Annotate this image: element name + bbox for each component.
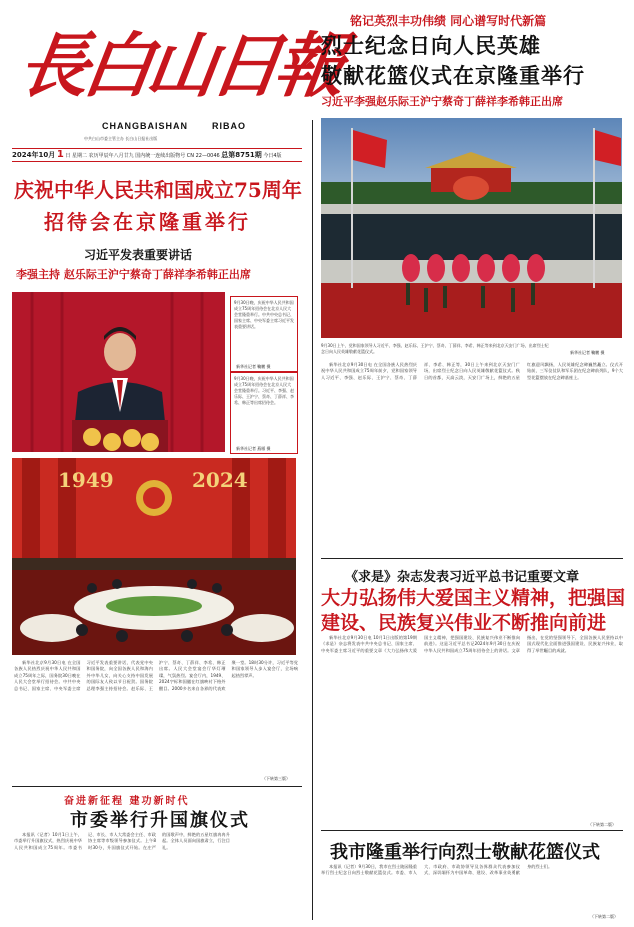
heroes-body-paragraph: 新华社北京9月30日电 在全国各族人民热烈庆祝中华人民共和国成立75周年前夕，党和国家领导人习近平、李强、赵乐际、王沪宁、蔡奇、丁薛祥、李希、韩正等，30日上午来到北京天安门广场，出席烈士纪念日向人民英雄敬献花篮仪式。秋日的首都，天高云淡，天安门广场上，鲜艳的五星红旗迎风飘扬，人民英雄纪念碑巍然矗立。仪式开始前，三军仪仗队和军乐团在纪念碑前列队，9个大型花篮摆放在纪念碑基座上。 [321,362,623,380]
newspaper-logo: 長白山日報 [13,24,346,107]
banquet-year-left: 1949 [58,468,114,492]
bottom-right-divider [321,830,623,831]
qiushi-title-line-2: 建设、民族复兴伟业不断推向前进 [321,612,607,634]
banquet-photo-art [12,458,296,655]
issue-info-bar [12,148,302,162]
basket-ceremony-title: 我市隆重举行向烈士敬献花篮仪式 [330,842,600,863]
pinyin-first: CHANGBAISHAN [102,121,188,131]
banquet-year-right: 2024 [192,468,248,492]
qiushi-continued: （下转第二版） [588,822,616,827]
issue-weekday: 日 星期二 [65,153,87,159]
qiushi-title-line-1: 大力弘扬伟大爱国主义精神，把强国 [321,587,626,609]
lead-title-line-2: 招待会在京隆重举行 [44,210,251,234]
guests-caption-box [230,372,298,454]
tiananmen-ceremony-photo [321,118,622,338]
heroes-subtitle: 习近平李强赵乐际王沪宁蔡奇丁薛祥李希韩正出席 [321,95,563,108]
speech-caption: 9月30日晚，庆祝中华人民共和国成立75周年招待会在北京人民大会堂隆重举行。中共中央总书记、国家主席、中央军委主席习近平发表重要讲话。 [234,300,294,329]
issue-cn-code: 国内统一连续出版物号 CN 22—0046 [135,153,220,159]
flag-ceremony-body [14,832,304,922]
tiananmen-photo-art [321,118,622,338]
guests-caption: 9月30日晚，庆祝中华人民共和国成立75周年招待会在北京人民大会堂隆重举行。习近平、李强、赵乐际、王沪宁、蔡奇、丁薛祥、李希、韩正等出席招待会。 [234,376,294,405]
lead-continued: （下转第三版） [262,776,290,781]
masthead-pinyin [102,121,270,131]
guests-credit: 新华社记者 燕雁 摄 [236,446,271,451]
basket-continued: （下转第二版） [590,914,618,919]
column-divider [312,120,313,920]
banquet-photo [12,458,296,655]
publisher-line: 中共白山市委主管主办 长白山日报社出版 [84,136,158,141]
heroes-body-text [321,362,623,554]
heroes-title-line-1: 烈士纪念日向人民英雄 [321,33,541,58]
tiananmen-caption: 9月30日上午，党和国家领导人习近平、李强、赵乐际、王沪宁、蔡奇、丁薛祥、李希、韩正等来到北京天安门广场，出席烈士纪念日向人民英雄敬献花篮仪式。 [321,343,549,354]
qiushi-kicker: 《求是》杂志发表习近平总书记重要文章 [345,570,580,585]
flag-ceremony-title: 市委举行升国旗仪式 [70,810,250,831]
flag-ceremony-kicker: 奋进新征程 建功新时代 [64,796,190,807]
right-section-divider [321,558,623,559]
basket-ceremony-body [321,864,623,920]
lead-body-paragraph: 新华社北京9月30日电 在全国各族人民热烈庆祝中华人民共和国成立75周年之际，国务院30日晚在人民大会堂举行招待会。中共中央总书记、国家主席、中央军委主席习近平发表重要讲话，代表党中央和国务院，向全国各族人民和海内外中华儿女，向关心支持中国发展的国际友人致以节日祝贺。国务院总理李强主持招待会。赵乐际、王沪宁、蔡奇、丁薛祥、李希、韩正出席。人民大会堂宴会厅华灯璀璨，气氛热烈。宴会厅内，1949、2024字标和国徽在红旗映衬下格外醒目。2000多名来自各界的代表欢聚一堂。18时30分许，习近平等党和国家领导人步入宴会厅，全场响起热烈掌声。 [14,660,298,691]
pinyin-second: RIBAO [212,121,246,131]
lead-subtitle-2: 李强主持 赵乐际王沪宁蔡奇丁薛祥李希韩正出席 [16,268,251,281]
qiushi-body-paragraph: 新华社北京9月30日电 10月1日出版的第19期《求是》杂志将发表中共中央总书记、国家主席、中央军委主席习近平的重要文章《大力弘扬伟大爱国主义精神，把强国建设、民族复兴伟业不断推向前进》。这是习近平总书记2024年9月30日在庆祝中华人民共和国成立75周年招待会上的讲话。文章指出，在党的坚强领导下，全国各族人民坚持以中国式现代化全面推进强国建设、民族复兴伟业，取得了举世瞩目的成就。 [321,635,623,653]
heroes-title-line-2: 敬献花篮仪式在京隆重举行 [321,63,585,88]
section-divider [12,786,302,787]
speech-photo-art [12,292,225,452]
issue-lunar: 农历甲辰年八月廿九 [88,153,134,159]
issue-date: 2024年10月 [12,151,56,159]
qiushi-body-text [321,635,623,825]
basket-ceremony-paragraph: 本报讯（记者）9月30日，我市在烈士陵园隆重举行烈士纪念日向烈士敬献花篮仪式。市委、市人大、市政府、市政协领导及各界群众代表参加仪式，深切缅怀为中国革命、建设、改革事业英勇献身的烈士们。 [321,864,553,876]
speech-photo [12,292,225,452]
lead-subtitle-1: 习近平发表重要讲话 [84,248,193,262]
masthead [12,8,346,148]
lead-body-text [14,660,298,778]
issue-number: 总第8751期 [221,151,262,159]
heroes-kicker: 铭记英烈丰功伟绩 同心谱写时代新篇 [350,14,547,28]
issue-pages: 今日4版 [263,153,282,159]
lead-title-line-1: 庆祝中华人民共和国成立75周年 [14,178,302,202]
flag-ceremony-paragraph: 本报讯（记者）10月1日上午，市委举行升国旗仪式，热烈庆祝中华人民共和国成立75周年。市委书记、市长、市人大常委会主任、市政协主席等市级领导参加仪式。上午8时30分，升国旗仪式开始。在庄严的国歌声中，鲜艳的五星红旗冉冉升起。全体人员面向国旗肃立，行注目礼。 [14,832,230,850]
issue-day: 1 [56,149,64,160]
tiananmen-credit: 新华社记者 鞠鹏 摄 [570,350,605,355]
speech-caption-box [230,296,298,372]
speech-credit: 新华社记者 鞠鹏 摄 [236,364,271,369]
